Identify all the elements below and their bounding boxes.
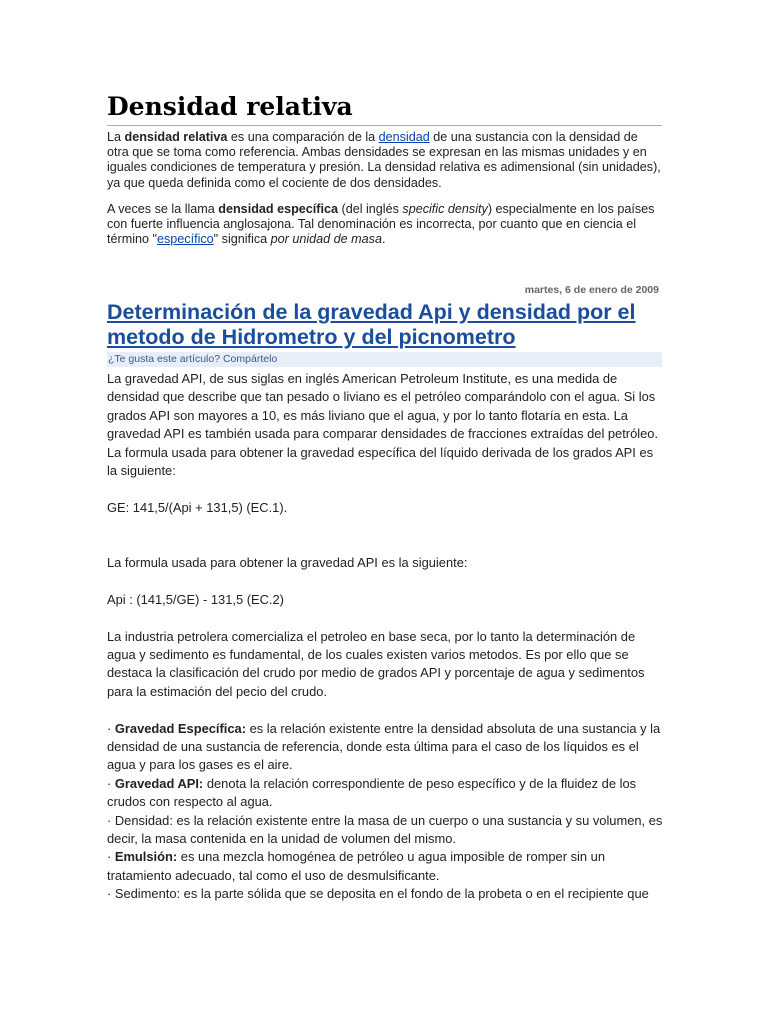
definition-text: es una mezcla homogénea de petróleo u agua imposible de romper sin un tratamiento adecuado, tal como el uso de desmulsificante. <box>107 849 605 883</box>
definition-sedimento: · Sedimento: es la parte sólida que se deposita en el fondo de la probeta o en el recipiente que <box>107 886 649 902</box>
formula-2: Api : (141,5/GE) - 131,5 (EC.2) <box>107 591 284 607</box>
definition-emulsion <box>107 848 663 885</box>
definition-text: es la relación existente entre la densidad absoluta de una sustancia y la densidad de una sustancia de referencia, donde esta última para el caso de los líquidos es el agua y para los gases es el aire. <box>107 720 661 773</box>
share-bar[interactable]: ¿Te gusta este artículo? Compártelo <box>107 352 662 367</box>
definition-gravedad-api <box>107 775 663 812</box>
text-run: ) especialmente en los países con fuerte influencia anglosajona. Tal denominación es incorrecta, por cuanto que en ciencia el término " <box>107 202 655 247</box>
text-run: de una sustancia con la densidad de otra que se toma como referencia. Ambas densidades se expresan en las mismas unidades y en iguales condiciones de temperatura y presión. La densidad relativa es adimensional (sin unidades), ya que queda definida como el cociente de dos densidades. <box>107 130 661 190</box>
italic-term: por unidad de masa <box>270 232 382 247</box>
article-paragraph-1 <box>107 130 662 191</box>
formula-1: GE: 141,5/(Api + 131,5) (EC.1). <box>107 499 288 515</box>
definition-gravedad-especifica <box>107 720 663 775</box>
text-run: es una comparación de la <box>227 130 379 144</box>
bold-term: densidad específica <box>218 202 338 216</box>
definition-term: Gravedad Específica: <box>114 720 246 736</box>
definition-text: denota la relación correspondiente de peso específico y de la fluidez de los crudos con respecto al agua. <box>107 775 637 810</box>
text-run: A veces se la llama <box>107 202 219 216</box>
article-title: Densidad relativa <box>107 92 662 126</box>
post-title-link[interactable]: Determinación de la gravedad Api y densidad por el metodo de Hidrometro y del picnometro <box>107 300 636 349</box>
spacer <box>107 536 663 554</box>
definition-term: Gravedad API: <box>114 775 204 791</box>
post-paragraph-3: La formula usada para obtener la gravedad API es la siguiente: <box>107 555 468 571</box>
bullet: · <box>107 849 115 865</box>
bullet: · <box>107 775 115 791</box>
post-paragraph-4: La industria petrolera comercializa el petroleo en base seca, por lo tanto la determinación de agua y sedimento es fundamental, de los cuales existen varios metodos. Es por ello que se destaca la clasificación del crudo por medio de grados API y porcentaje de agua y sedimentos para la estimación del pecio del crudo. <box>107 628 645 699</box>
italic-term: specific density <box>402 202 488 216</box>
text-run: " significa <box>213 232 271 247</box>
definition-term: Emulsión: <box>114 849 178 865</box>
spacer <box>107 701 663 719</box>
definition-densidad: · Densidad: es la relación existente entre la masa de un cuerpo o una sustancia y su volumen, es decir, la masa contenida en la unidad de volumen del mismo. <box>107 812 663 847</box>
spacer <box>107 480 663 498</box>
post-paragraph-1: La gravedad API, de sus siglas en inglés American Petroleum Institute, es una medida de densidad que describe que tan pesado o liviano es el petróleo comparándolo con el agua. Si los grados API son mayores a 10, es más liviano que el agua, y por lo tanto flotaría en esta. La gravedad API es también usada para comparar densidades de fracciones extraídas del petróleo. <box>107 371 659 442</box>
text-run: La <box>107 130 125 144</box>
post-body <box>107 370 663 904</box>
densidad-link[interactable]: densidad <box>378 130 430 144</box>
spacer <box>107 572 663 590</box>
post-paragraph-2: La formula usada para obtener la gravedad específica del líquido derivada de los grados API es la siguiente: <box>107 444 654 479</box>
bullet: · <box>107 720 115 736</box>
text-run: . <box>381 232 386 247</box>
bold-term: densidad relativa <box>124 130 228 144</box>
spacer <box>107 517 663 535</box>
spacer <box>107 609 663 627</box>
especifico-link[interactable]: específico <box>156 232 214 247</box>
article-paragraph-2 <box>107 202 662 248</box>
post-date: martes, 6 de enero de 2009 <box>524 284 659 296</box>
text-run: (del inglés <box>338 202 403 216</box>
